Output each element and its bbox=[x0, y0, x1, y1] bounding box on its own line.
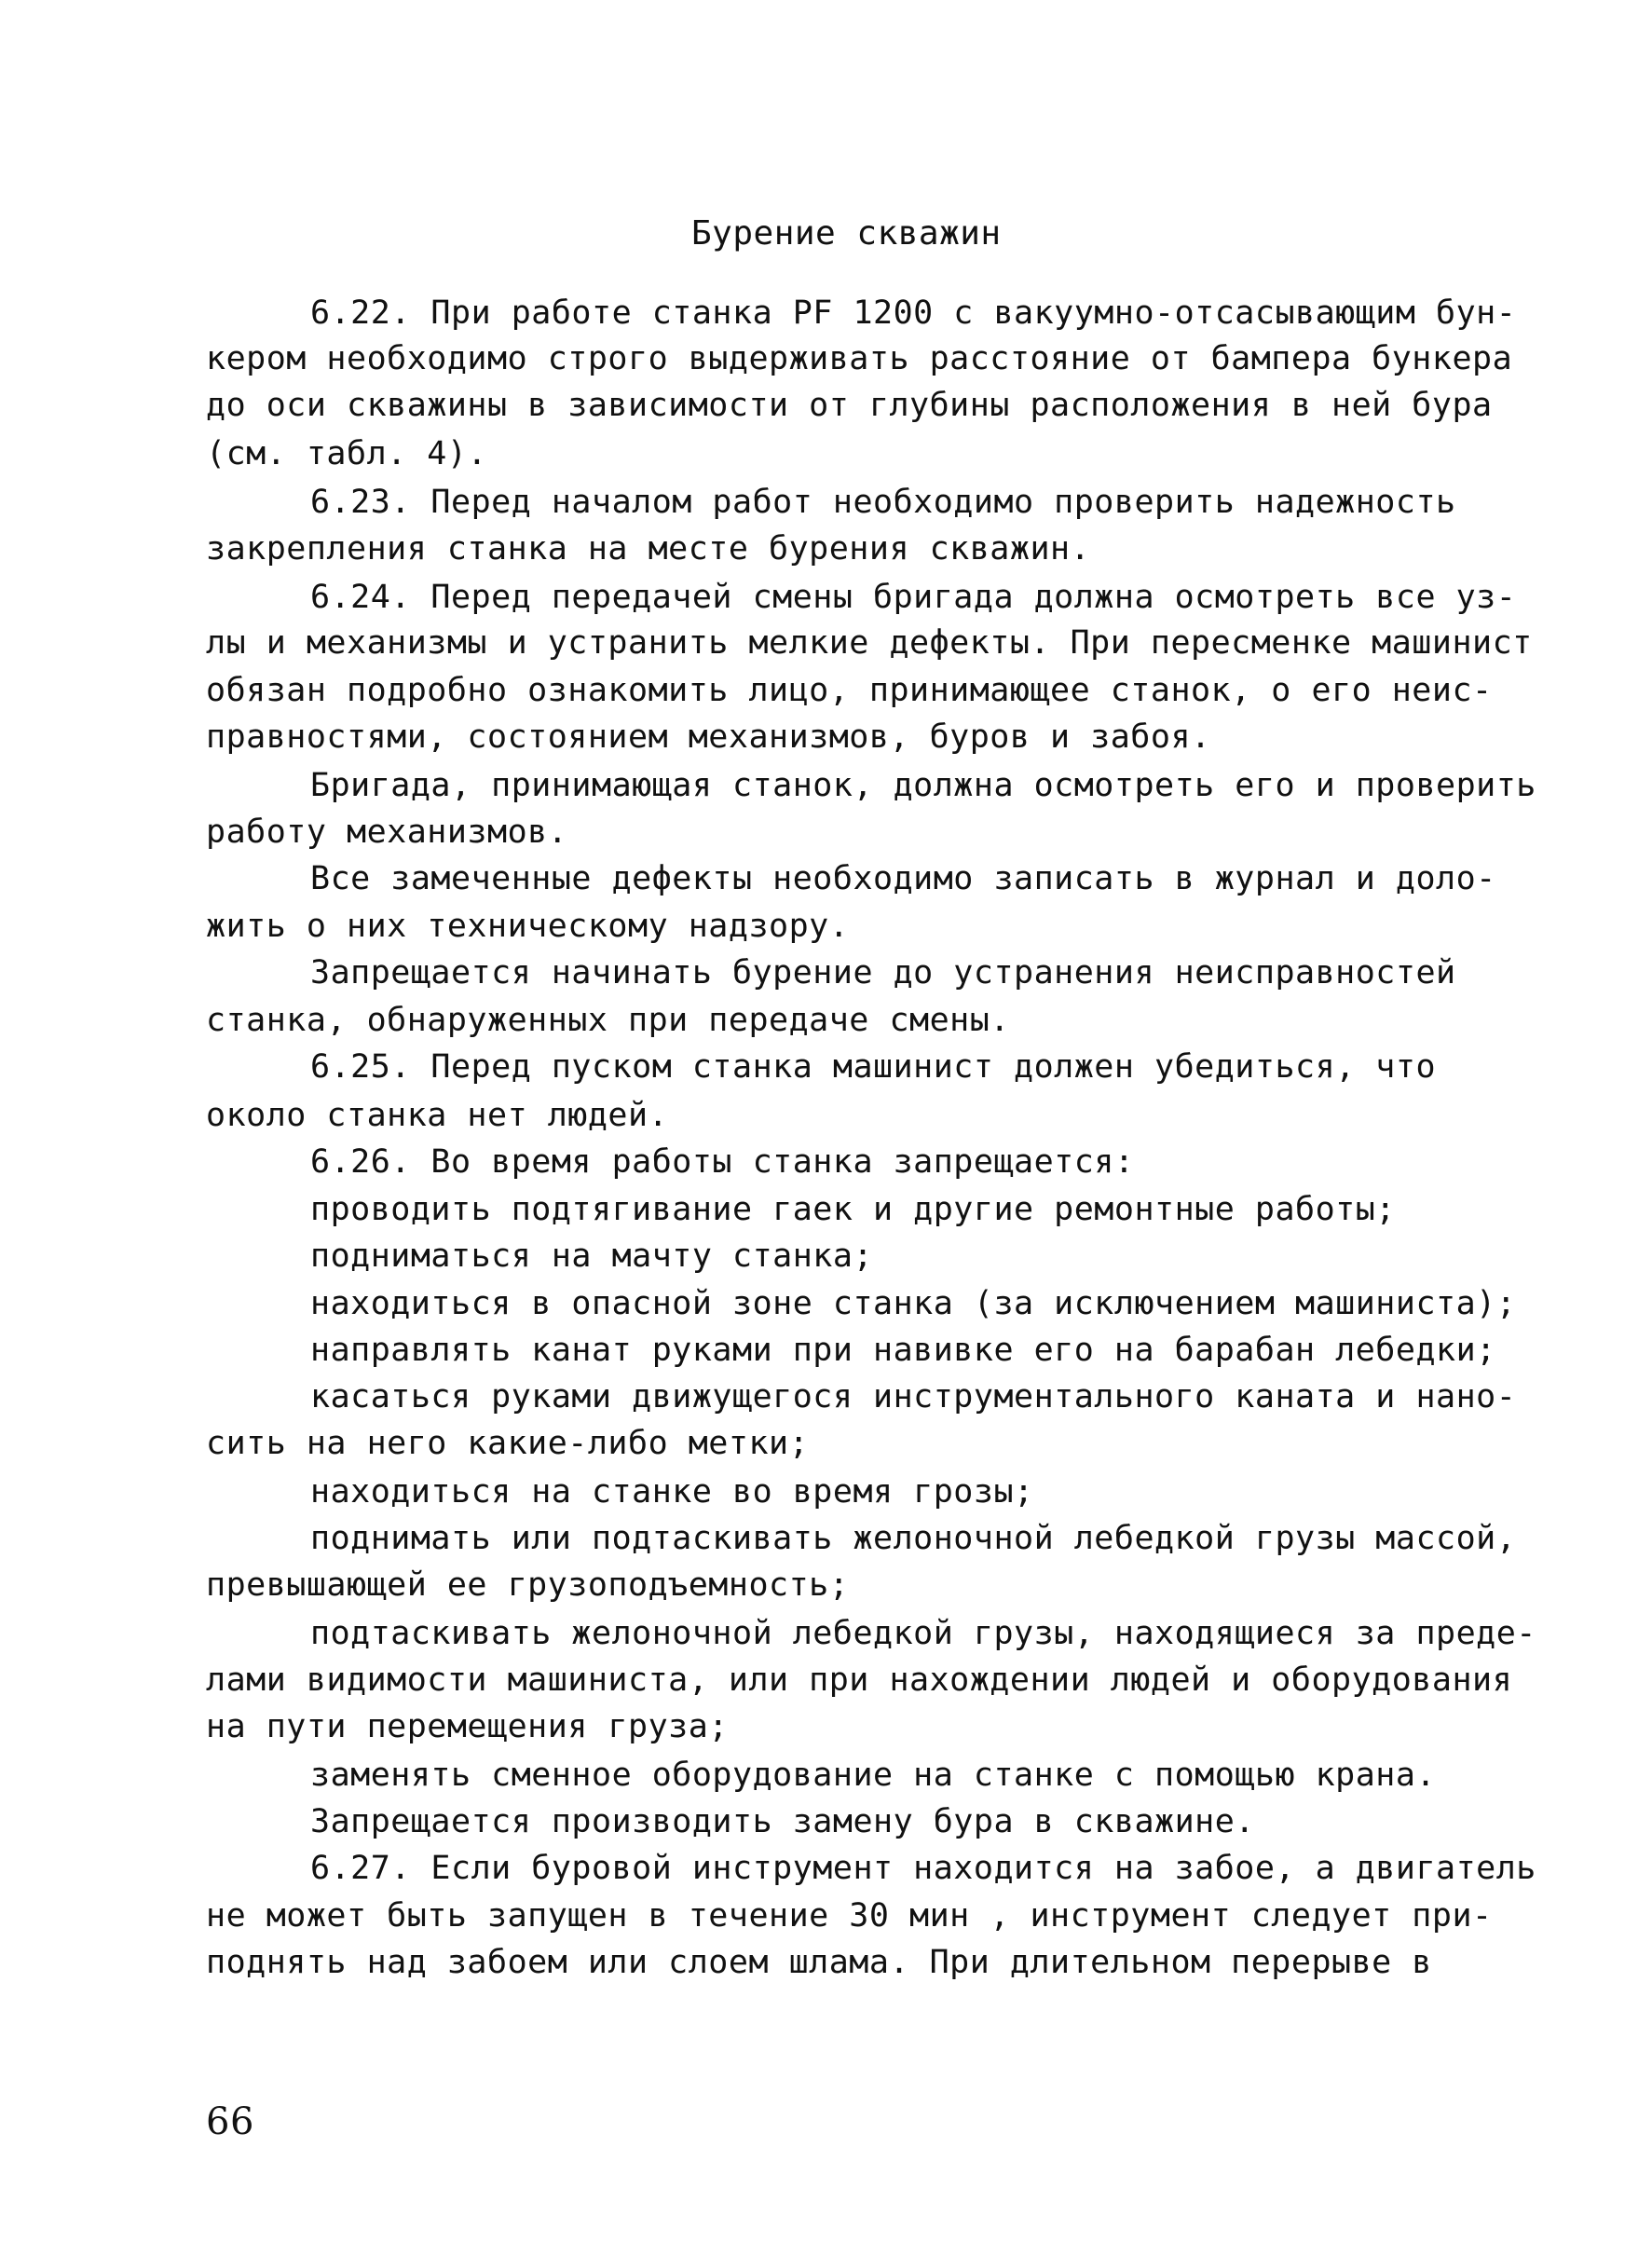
text-line: (см. табл. 4). bbox=[206, 435, 488, 472]
text-line: 6.23. Перед началом работ необходимо проверить надежность bbox=[310, 484, 1456, 521]
text-line: направлять канат руками при навивке его на барабан лебедки; bbox=[310, 1332, 1496, 1369]
text-line: 6.24. Перед передачей смены бригада должна осмотреть все уз- bbox=[310, 579, 1517, 616]
text-line: подтаскивать желоночной лебедкой грузы, находящиеся за преде- bbox=[310, 1615, 1536, 1652]
text-line: 6.22. При работе станка РF 1200 с вакуумно-отсасывающим бун- bbox=[310, 294, 1517, 332]
text-line: 6.26. Во время работы станка запрещается: bbox=[310, 1143, 1135, 1181]
text-line: работу механизмов. bbox=[206, 814, 568, 851]
text-line: на пути перемещения груза; bbox=[206, 1708, 729, 1745]
page-number: 66 bbox=[206, 2100, 254, 2143]
text-line: Бригада, принимающая станок, должна осмотреть его и проверить bbox=[310, 767, 1536, 804]
text-line: поднимать или подтаскивать желоночной лебедкой грузы массой, bbox=[310, 1520, 1517, 1557]
text-line: 6.27. Если буровой инструмент находится на забое, а двигатель bbox=[310, 1850, 1536, 1887]
text-line: лами видимости машиниста, или при нахождении людей и оборудования bbox=[206, 1661, 1513, 1699]
text-line: Запрещается начинать бурение до устранения неисправностей bbox=[310, 954, 1456, 991]
text-line: Запрещается производить замену бура в скважине. bbox=[310, 1803, 1255, 1840]
text-line: заменять сменное оборудование на станке с помощью крана. bbox=[310, 1757, 1437, 1794]
text-line: не может быть запущен в течение 30 мин , инструмент следует при- bbox=[206, 1897, 1493, 1935]
section-title: Бурение скважин bbox=[691, 214, 1002, 253]
text-line: станка, обнаруженных при передаче смены. bbox=[206, 1002, 1010, 1039]
text-line: около станка нет людей. bbox=[206, 1097, 669, 1134]
text-line: касаться руками движущегося инструментального каната и нано- bbox=[310, 1378, 1517, 1415]
text-line: кером необходимо строго выдерживать расстояние от бампера бункера bbox=[206, 340, 1513, 377]
text-line: Все замеченные дефекты необходимо записать в журнал и доло- bbox=[310, 860, 1496, 897]
text-line: подниматься на мачту станка; bbox=[310, 1237, 874, 1275]
text-line: до оси скважины в зависимости от глубины расположения в ней бура bbox=[206, 387, 1493, 424]
text-line: лы и механизмы и устранить мелкие дефекты. При пересменке машинист bbox=[206, 624, 1533, 662]
text-line: жить о них техническому надзору. bbox=[206, 908, 850, 945]
text-line: превышающей ее грузоподъемность; bbox=[206, 1566, 850, 1604]
text-line: поднять над забоем или слоем шлама. При длительном перерыве в bbox=[206, 1944, 1432, 1981]
text-line: проводить подтягивание гаек и другие ремонтные работы; bbox=[310, 1191, 1396, 1228]
text-line: сить на него какие-либо метки; bbox=[206, 1425, 810, 1462]
text-line: обязан подробно ознакомить лицо, принимающее станок, о его неис- bbox=[206, 672, 1493, 709]
text-line: находиться в опасной зоне станка (за исключением машиниста); bbox=[310, 1285, 1517, 1322]
text-line: 6.25. Перед пуском станка машинист должен убедиться, что bbox=[310, 1048, 1437, 1086]
text-line: находиться на станке во время грозы; bbox=[310, 1473, 1034, 1511]
text-line: закрепления станка на месте бурения скважин. bbox=[206, 530, 1091, 567]
text-line: правностями, состоянием механизмов, буров и забоя. bbox=[206, 718, 1211, 756]
